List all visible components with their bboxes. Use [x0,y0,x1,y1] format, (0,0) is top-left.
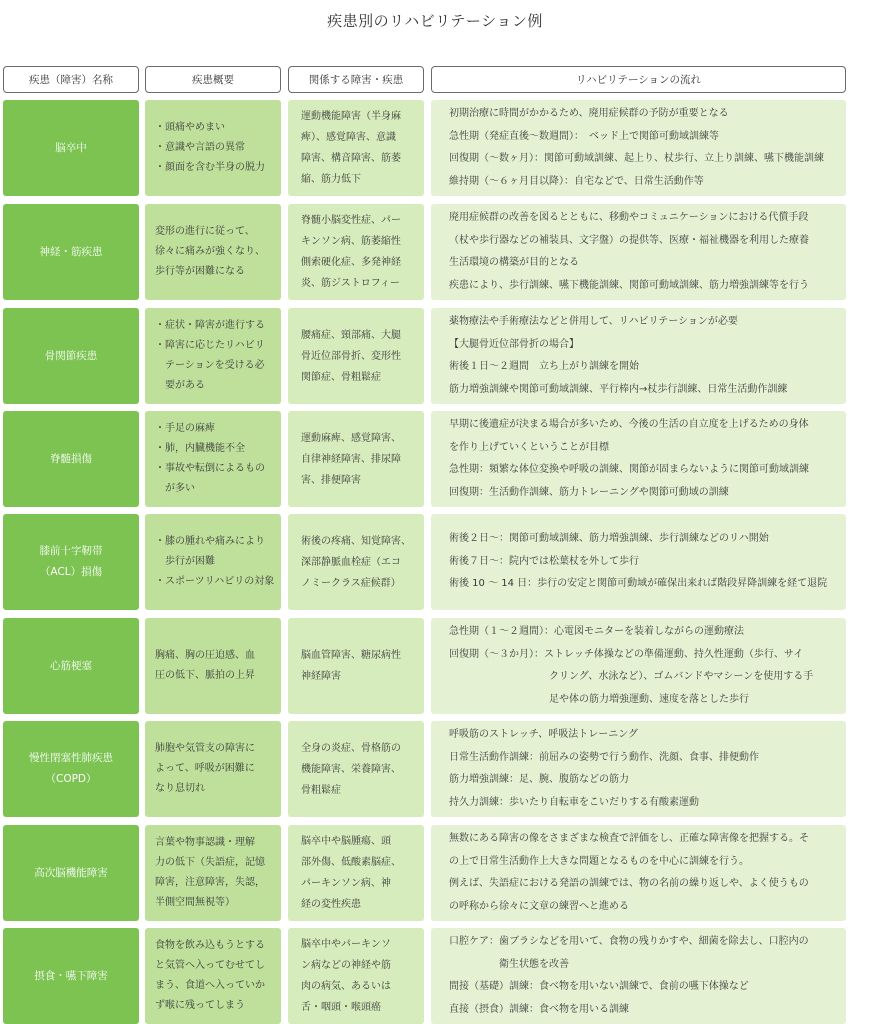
related-line: 深部静脈血栓症（エコ [301,556,401,568]
related-line: キンソン病、筋萎縮性 [301,236,401,247]
disease-name-cell [3,204,139,300]
disease-summary-cell-text [155,222,265,282]
disease-name-cell-text [45,346,98,367]
related-conditions-cell-text [301,325,401,388]
flow-line: 早期に後遺症が決まる場合が多いため、今後の生活の自立度を上げるための身体 [449,419,809,430]
disease-name-line: （ACL）損傷 [39,566,103,578]
summary-line: 食物を飲み込もうとする [155,940,265,951]
summary-line: ・頭痛やめまい [155,122,225,133]
rehab-flow-cell [431,618,846,714]
related-conditions-cell-text [301,428,401,491]
disease-name-cell [3,721,139,817]
flow-line: 薬物療法や手術療法などと併用して、リハビリテーションが必要 [449,316,738,327]
flow-line: 急性期：頻繁な体位変換や呼吸の訓練、関節が固まらないように関節可動域訓練 [449,464,809,475]
summary-line: 徐々に痛みが強くなり、 [155,246,265,257]
disease-name-cell [3,514,139,610]
flow-line: 足や体の筋力増強運動、速度を落とした歩行 [449,693,749,705]
rehab-flow-cell-text [449,621,813,711]
rehab-flow-cell-text [449,414,809,504]
summary-line: ・意識や言語の異常 [155,142,245,153]
table-row [0,928,870,1024]
related-conditions-cell-text [301,738,401,801]
summary-line: テーションを受ける必 [155,360,265,371]
summary-line: ・顔面を含む半身の脱力 [155,162,265,173]
related-conditions-cell-text [301,831,401,915]
header-disease-name: 疾患（障害）名称 [3,66,139,93]
flow-line: 急性期（発症直後～数週間）： ベッド上で関節可動域訓練等 [449,130,719,142]
disease-name-cell [3,411,139,507]
summary-line: ・手足の麻痺 [155,423,215,434]
flow-line: 術後２日～：関節可動域訓練、筋力増強訓練、歩行訓練などのリハ開始 [449,533,769,545]
disease-name-cell-text [55,138,87,159]
flow-line: 呼吸筋のストレッチ、呼吸法トレーニング [449,729,638,740]
table-row [0,308,870,404]
disease-summary-cell-text [155,118,265,178]
disease-name-cell-text [50,449,92,470]
summary-line: と気管へ入ってむせてし [155,960,265,971]
rehab-flow-cell [431,514,846,610]
related-conditions-cell [288,825,424,921]
disease-summary-cell-text [155,936,265,1016]
disease-name-cell-text [40,541,103,583]
disease-name-cell-text [50,656,92,677]
table-row [0,514,870,610]
summary-line: 圧の低下、脈拍の上昇 [155,670,255,681]
summary-line: ・スポーツリハビリの対象 [155,576,275,587]
summary-line: 歩行が困難 [155,556,215,567]
related-conditions-cell-text [301,106,401,190]
disease-name-cell [3,825,139,921]
related-line: 脳卒中や脳腫瘍、頭 [301,836,391,847]
flow-line: 術後 10 ～ 14 日：歩行の安定と関節可動域が確保出来れば階段昇降訓練を経て退院 [449,578,828,590]
disease-summary-cell-text [155,833,265,913]
summary-line: 肺胞や気管支の障害に [155,743,255,754]
related-conditions-cell-text [301,531,411,594]
flow-line: 衛生状態を改善 [449,958,569,970]
disease-name-cell-text [29,748,113,790]
disease-summary-cell-text [155,739,255,799]
related-line: ン病などの神経や筋 [301,960,391,971]
disease-name-cell-text [34,966,108,987]
disease-name-cell-text [40,242,103,263]
rehab-flow-cell [431,721,846,817]
disease-name-line: 高次脳機能障害 [34,866,108,879]
related-conditions-cell [288,721,424,817]
rehab-flow-cell-text [449,311,787,401]
related-line: 脊髄小脳変性症、パー [301,215,401,226]
related-line: 害、排便障害 [301,474,361,486]
summary-line: 要がある [155,380,205,391]
flow-line: 直接（摂食）訓練：食べ物を用いる訓練 [449,1003,629,1015]
related-line: 腰痛症、頸部痛、大腿 [301,329,401,341]
related-conditions-cell [288,618,424,714]
flow-line: 術後１日～２週間 立ち上がり訓練を開始 [449,361,639,372]
flow-line: 回復期（～３か月）：ストレッチ体操などの準備運動、持久性運動（歩行、サイ [449,648,804,660]
related-line: 骨近位部骨折、変形性 [301,350,401,362]
rehab-flow-cell [431,100,846,196]
disease-summary-cell [145,204,281,300]
flow-line: 【大腿骨近位部骨折の場合】 [449,338,579,350]
rehab-flow-cell [431,928,846,1024]
flow-line: 筋力増強訓練や関節可動域訓練、平行棒内→杖歩行訓練、日常生活動作訓練 [449,383,788,395]
related-line: 骨粗鬆症 [301,784,341,796]
flow-line: を作り上げていくということが目標 [449,441,609,453]
summary-line: 言葉や物事認識・理解 [155,837,255,848]
related-line: パーキンソン病、神 [301,878,391,889]
summary-line: 歩行等が困難になる [155,266,245,277]
rehab-flow-cell [431,204,846,300]
related-line: 舌・咽頭・喉頭癌 [301,1002,381,1013]
related-conditions-cell [288,928,424,1024]
related-line: 炎、筋ジストロフィー [301,278,400,289]
disease-name-cell [3,100,139,196]
disease-name-line: 慢性閉塞性肺疾患 [29,752,113,764]
summary-line: 力の低下（失語症，記憶 [155,857,265,868]
flow-line: 術後７日～：院内では松葉杖を外して歩行 [449,555,639,567]
related-line: 神経障害 [301,671,341,682]
table-row [0,411,870,507]
related-line: 縮、筋力低下 [301,174,361,185]
disease-name-line: 脳卒中 [55,141,87,154]
disease-summary-cell [145,618,281,714]
header-disease-summary: 疾患概要 [145,66,281,93]
disease-name-line: 神経・筋疾患 [39,245,103,258]
flow-line: 筋力増強訓練：足、腕、腹筋などの筋力 [449,774,629,785]
related-conditions-cell [288,308,424,404]
related-line: 痺）、感覚障害、意識 [301,132,396,143]
table-row [0,721,870,817]
related-line: 脳卒中やパーキンソ [301,939,391,950]
disease-name-line: （COPD） [45,773,97,785]
disease-name-cell [3,618,139,714]
summary-line: ず喉に残ってしまう [155,1000,245,1011]
related-conditions-cell [288,204,424,300]
related-line: 術後の疼痛、知覚障害、 [301,535,411,547]
related-line: 運動麻痺、感覚障害、 [301,432,401,444]
summary-line: まう、食道へ入っていか [155,980,265,991]
related-conditions-cell [288,411,424,507]
summary-line: 半側空間無視等） [155,897,235,908]
table-row [0,100,870,196]
summary-line: なり息切れ [155,783,205,794]
rehab-flow-cell-text [449,828,809,918]
related-conditions-cell-text [301,934,391,1018]
flow-line: クリング、水泳など）、ゴムバンドやマシーンを使用する手 [449,671,814,682]
disease-name-line: 心筋梗塞 [50,659,92,672]
related-line: 肉の病気、あるいは [301,981,391,992]
related-line: 側索硬化症、多発神経 [301,257,401,268]
disease-summary-cell [145,825,281,921]
related-conditions-cell [288,514,424,610]
related-conditions-cell-text [301,210,401,294]
flow-line: 無数にある障害の像をさまざまな検査で評価をし、正確な障害像を把握する。そ [449,833,809,844]
related-line: ノミークラス症候群） [301,577,401,589]
table-row [0,825,870,921]
flow-line: 回復期（～数ヶ月）：関節可動域訓練、起上り、杖歩行、立上り訓練、嚥下機能訓練 [449,153,824,164]
disease-summary-cell [145,928,281,1024]
disease-name-cell [3,308,139,404]
related-line: 脳血管障害、糖尿病性 [301,650,401,661]
related-line: 自律神経障害、排尿障 [301,453,401,465]
flow-line: の上で日常生活動作上大きな問題となるものを中心に訓練を行う。 [449,855,749,867]
rehab-flow-cell [431,411,846,507]
header-related-conditions: 関係する障害・疾患 [288,66,424,93]
disease-summary-cell-text [155,316,265,396]
flow-line: 生活環境の構築が目的となる [449,257,579,268]
flow-line: 維持期（～６ヶ月目以降）：自宅などで、日常生活動作等 [449,175,704,187]
rehab-flow-cell-text [449,528,827,596]
disease-name-line: 摂食・嚥下障害 [34,969,108,982]
summary-line: 障害，注意障害，失認， [155,877,265,888]
header-rehab-flow: リハビリテーションの流れ [431,66,846,93]
rehab-flow-cell-text [449,207,809,297]
flow-line: の呼称から徐々に文章の練習へと進める [449,900,629,912]
flow-line: 急性期（１～２週間）：心電図モニターを装着しながらの運動療法 [449,626,744,637]
related-line: 障害、構音障害、筋萎 [301,153,401,164]
disease-summary-cell-text [155,532,274,592]
rehab-flow-cell-text [449,103,824,193]
related-conditions-cell [288,100,424,196]
table-row [0,618,870,714]
summary-line: ・膝の腫れや痛みにより [155,536,265,547]
page-title: 疾患別のリハビリテーション例 [327,12,543,30]
flow-line: 例えば、失語症における発語の訓練では、物の名前の繰り返しや、よく使うもの [449,878,809,889]
flow-line: 間接（基礎）訓練：食べ物を用いない訓練で、食前の嚥下体操など [449,981,749,992]
flow-line: 持久力訓練：歩いたり自転車をこいだりする有酸素運動 [449,796,699,808]
flow-line: 初期治療に時間がかかるため、廃用症候群の予防が重要となる [449,108,729,119]
flow-line: 疾患により、歩行訓練、嚥下機能訓練、関節可動域訓練、筋力増強訓練等を行う [449,279,809,291]
disease-summary-cell [145,100,281,196]
summary-line: 胸痛、胸の圧迫感、血 [155,650,255,661]
rehab-flow-cell-text [449,724,759,814]
disease-summary-cell-text [155,419,265,499]
summary-line: よって、呼吸が困難に [155,763,255,774]
disease-name-line: 骨関節疾患 [44,349,98,362]
flow-line: 回復期：生活動作訓練、筋力トレーニングや関節可動域の訓練 [449,486,729,498]
related-line: 全身の炎症、骨格筋の [301,742,401,754]
flow-line: （杖や歩行器などの補装具、文字盤）の提供等、医療・福祉機器を利用した療養 [449,234,809,246]
summary-line: ・障害に応じたリハビリ [155,340,265,351]
summary-line: ・症状・障害が進行する [155,320,265,331]
flow-line: 口腔ケア：歯ブラシなどを用いて、食物の残りかすや、細菌を除去し、口腔内の [449,936,809,947]
disease-summary-cell [145,514,281,610]
table-row [0,204,870,300]
disease-summary-cell [145,411,281,507]
summary-line: ・事故や転倒によるもの [155,463,265,474]
flow-line: 日常生活動作訓練：前屈みの姿勢で行う動作、洗顔、食事、排便動作 [449,751,759,763]
disease-summary-cell-text [155,646,255,686]
disease-name-cell-text [34,863,108,884]
rehab-flow-cell [431,825,846,921]
related-conditions-cell-text [301,645,401,687]
disease-name-line: 脊髄損傷 [50,452,92,465]
disease-name-cell [3,928,139,1024]
disease-summary-cell [145,308,281,404]
related-line: 運動機能障害（半身麻 [301,111,401,122]
rehab-flow-cell [431,308,846,404]
related-line: 部外傷、低酸素脳症、 [301,857,401,868]
summary-line: が多い [155,483,195,494]
summary-line: 変形の進行に従って、 [155,226,255,237]
rehab-flow-cell-text [449,931,809,1021]
related-line: 機能障害、栄養障害、 [301,763,401,775]
related-line: 経の変性疾患 [301,899,361,910]
flow-line: 廃用症候群の改善を図るとともに、移動やコミュニケーションにおける代償手段 [449,212,809,223]
disease-summary-cell [145,721,281,817]
related-line: 関節症、骨粗鬆症 [301,371,381,383]
disease-name-line: 膝前十字靭帯 [39,545,103,557]
summary-line: ・肺，内臓機能不全 [155,443,245,454]
